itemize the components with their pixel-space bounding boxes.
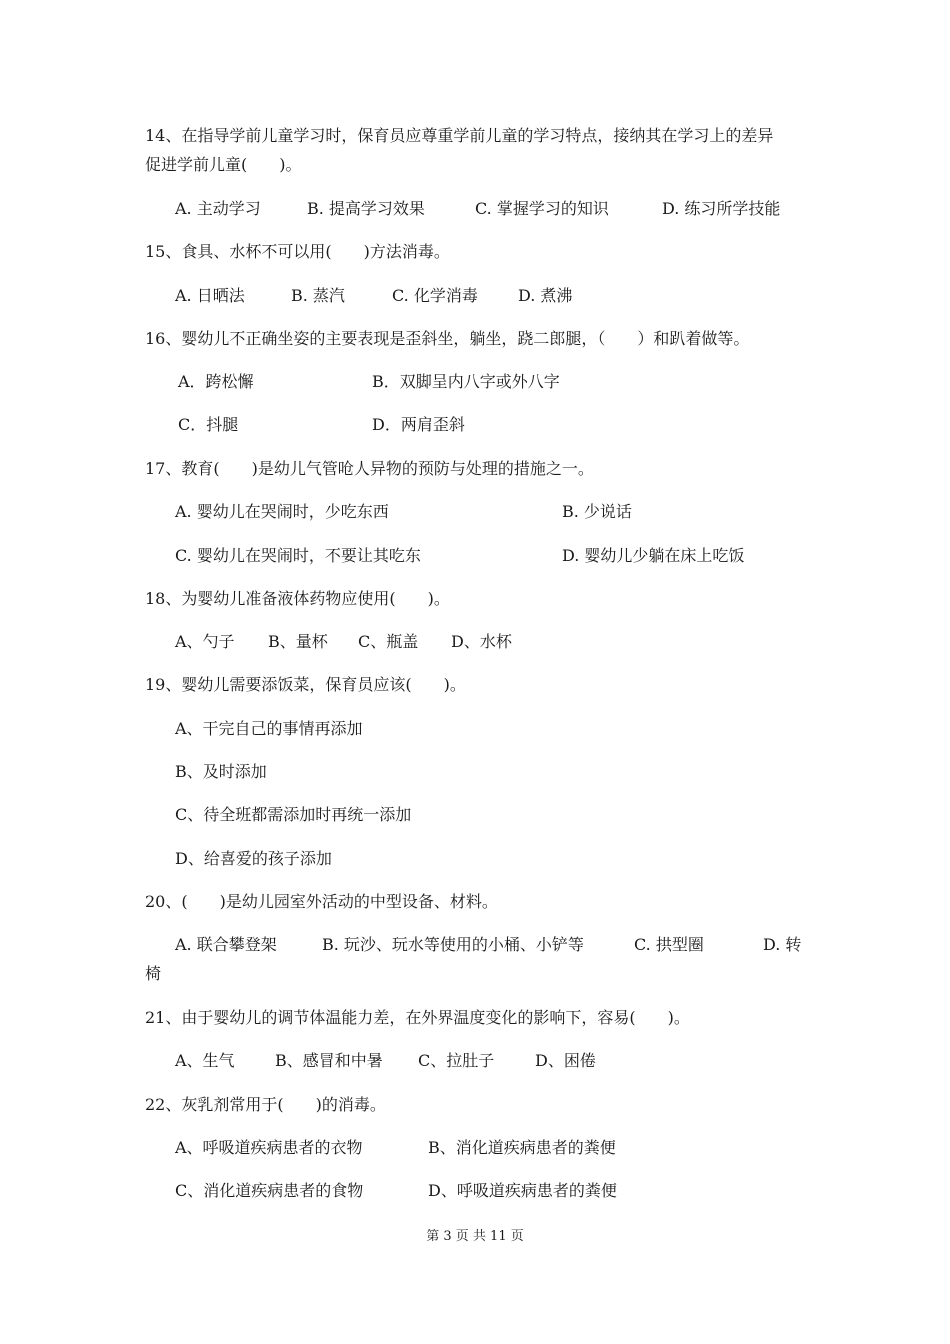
option: C. 拱型圈 [634,935,704,954]
option: C、瓶盖 [358,632,419,651]
option: A. 主动学习 [175,199,261,218]
question-stem: 16、婴幼儿不正确坐姿的主要表现是歪斜坐，躺坐，跷二郎腿，（ ）和趴着做等。 [145,329,750,348]
question-stem: 21、由于婴幼儿的调节体温能力差，在外界温度变化的影响下，容易( )。 [145,1008,690,1027]
option: D．两肩歪斜 [372,415,465,434]
page-footer: 第 3 页 共 11 页 [426,1229,524,1244]
option: D. 煮沸 [518,286,573,305]
option: C、消化道疾病患者的食物 [175,1181,364,1200]
option: D、水杯 [451,632,512,651]
option: B．双脚呈内八字或外八字 [372,372,560,391]
option: A、干完自己的事情再添加 [175,719,363,738]
option: B、及时添加 [175,762,267,781]
question-stem: 14、在指导学前儿童学习时，保育员应尊重学前儿童的学习特点，接纳其在学习上的差异 [145,126,774,145]
option: C、待全班都需添加时再统一添加 [175,805,412,824]
option: A. 联合攀登架 [175,935,277,954]
option: D. 转 [763,935,802,954]
option: D. 婴幼儿少躺在床上吃饭 [562,546,745,565]
option: C、拉肚子 [418,1051,495,1070]
option: A、勺子 [175,632,235,651]
option: B. 玩沙、玩水等使用的小桶、小铲等 [322,935,584,954]
option: B. 少说话 [562,502,632,521]
question-stem: 促进学前儿童( )。 [145,155,302,174]
question-stem: 17、教育( )是幼儿气管呛人异物的预防与处理的措施之一。 [145,459,594,478]
option: D. 练习所学技能 [662,199,781,218]
option: C. 化学消毒 [392,286,478,305]
option: B、感冒和中暑 [275,1051,383,1070]
question-stem: 18、为婴幼儿准备液体药物应使用( )。 [145,589,450,608]
question-stem: 15、食具、水杯不可以用( )方法消毒。 [145,242,450,261]
option: D、困倦 [535,1051,596,1070]
option: B. 蒸汽 [291,286,345,305]
question-stem: 20、( )是幼儿园室外活动的中型设备、材料。 [145,892,498,911]
option: C. 掌握学习的知识 [475,199,609,218]
option: D、呼吸道疾病患者的粪便 [428,1181,617,1200]
option: D、给喜爱的孩子添加 [175,849,332,868]
option: B、消化道疾病患者的粪便 [428,1138,616,1157]
option: B. 提高学习效果 [307,199,425,218]
option: A. 婴幼儿在哭闹时，少吃东西 [175,502,389,521]
option: C．抖腿 [178,415,239,434]
option: C. 婴幼儿在哭闹时，不要让其吃东 [175,546,421,565]
option: B、量杯 [268,632,328,651]
question-stem: 19、婴幼儿需要添饭菜，保育员应该( )。 [145,675,466,694]
option: A. 日晒法 [175,286,245,305]
option-continuation: 椅 [145,964,162,983]
option: A、呼吸道疾病患者的衣物 [175,1138,363,1157]
option: A．跨松懈 [178,372,254,391]
question-stem: 22、灰乳剂常用于( )的消毒。 [145,1095,386,1114]
option: A、生气 [175,1051,235,1070]
